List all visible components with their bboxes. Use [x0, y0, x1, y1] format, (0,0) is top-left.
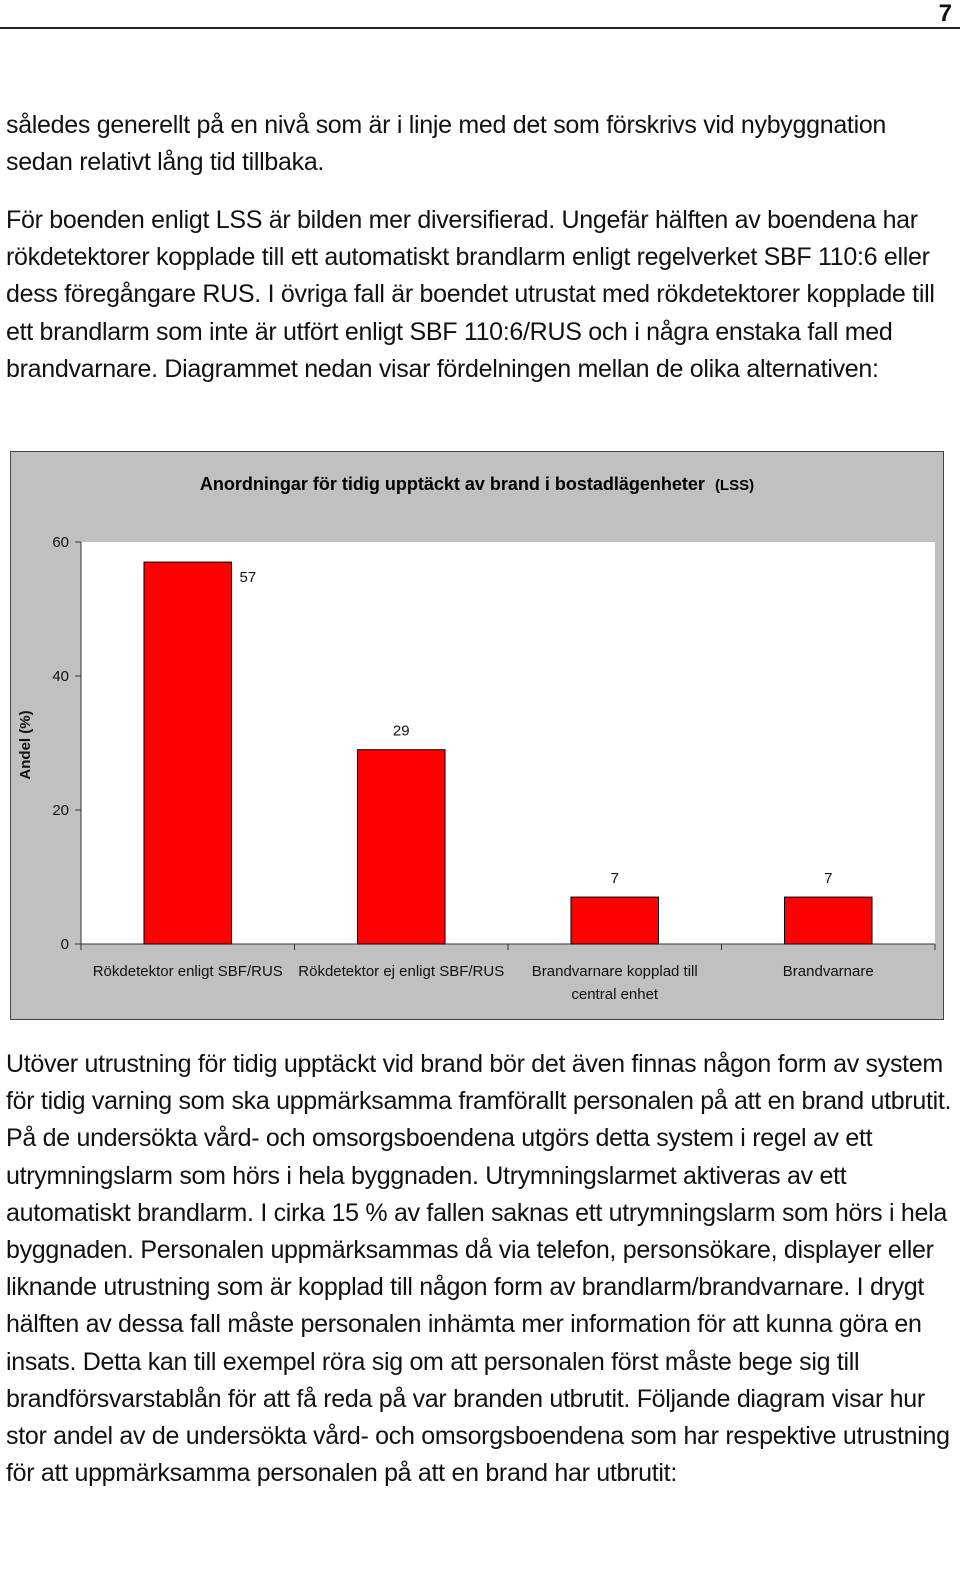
x-category-label: Rökdetektor ej enligt SBF/RUS — [298, 963, 505, 980]
paragraph-warning-systems: Utöver utrustning för tidig upptäckt vid brand bör det även finnas någon form av system för tidig varning som ska uppmärksamma framförallt personalen på att en brand utbrutit. På de undersökta vård- och omsorgsboendena utgörs detta system i regel av ett utrymningslarm som hörs i hela byggnaden. Utrymningslarmet aktiveras av ett automatiskt brandlarm. I cirka 15 % av fallen saknas ett utrymningslarm som hörs i hela byggnaden. Personalen uppmärksammas då via telefon, personsökare, displayer eller liknande utrustning som är kopplad till någon form av brandlarm/brandvarnare. I drygt hälften av dessa fall måste personalen inhämta mer information för att kunna göra en insats. Detta kan till exempel röra sig om att personalen först måste bege sig till brandförsvarstablån för att få reda på var branden utbrutit. Följande diagram visar hur stor andel av de undersökta vård- och omsorgsboendena som har respektive utrustning för att uppmärksamma personalen på att en brand har utbrutit: — [6, 1050, 952, 1488]
bar-value-label: 7 — [824, 870, 833, 888]
y-tick-label: 60 — [52, 534, 69, 551]
chart-title-main: Anordningar för tidig upptäckt av brand i bostadlägenheter — [199, 474, 705, 494]
paragraph-intro: således generellt på en nivå som är i linje med det som förskrivs vid nybyggnation sedan relativt lång tid tillbaka. — [6, 111, 887, 177]
y-tick-label: 20 — [52, 802, 69, 819]
x-category-label: Rökdetektor enligt SBF/RUS — [92, 963, 283, 980]
page-number: 7 — [938, 0, 952, 27]
y-axis-label: Andel (%) — [17, 710, 34, 780]
x-category-label: Brandvarnare kopplad till — [531, 963, 698, 980]
y-tick-label: 40 — [52, 668, 69, 685]
bar-value-label: 57 — [239, 569, 257, 587]
chart-title-suffix: (LSS) — [714, 477, 755, 494]
x-category-label: Brandvarnare — [782, 963, 874, 980]
bar — [357, 750, 445, 944]
x-category-label: central enhet — [571, 986, 659, 1003]
bar-chart — [10, 451, 944, 1020]
bar-value-label: 29 — [392, 722, 410, 740]
paragraph-lss: För boenden enligt LSS är bilden mer diversifierad. Ungefär hälften av boendena har rökdetektorer kopplade till ett automatiskt brandlarm enligt regelverket SBF 110:6 eller dess föregångare RUS. I övriga fall är boendet utrustat med rökdetektorer kopplade till ett brandlarm som inte är utfört enligt SBF 110:6/RUS och i några enstaka fall med brandvarnare. Diagrammet nedan visar fördelningen mellan de olika alternativen: — [6, 206, 935, 383]
chart-title — [200, 474, 754, 494]
header-rule — [0, 27, 960, 29]
bar — [784, 897, 872, 944]
chart-svg — [11, 452, 943, 1019]
y-tick-label: 0 — [60, 936, 69, 953]
bar-value-label: 7 — [610, 870, 619, 888]
bar — [571, 897, 659, 944]
bar — [144, 562, 232, 944]
